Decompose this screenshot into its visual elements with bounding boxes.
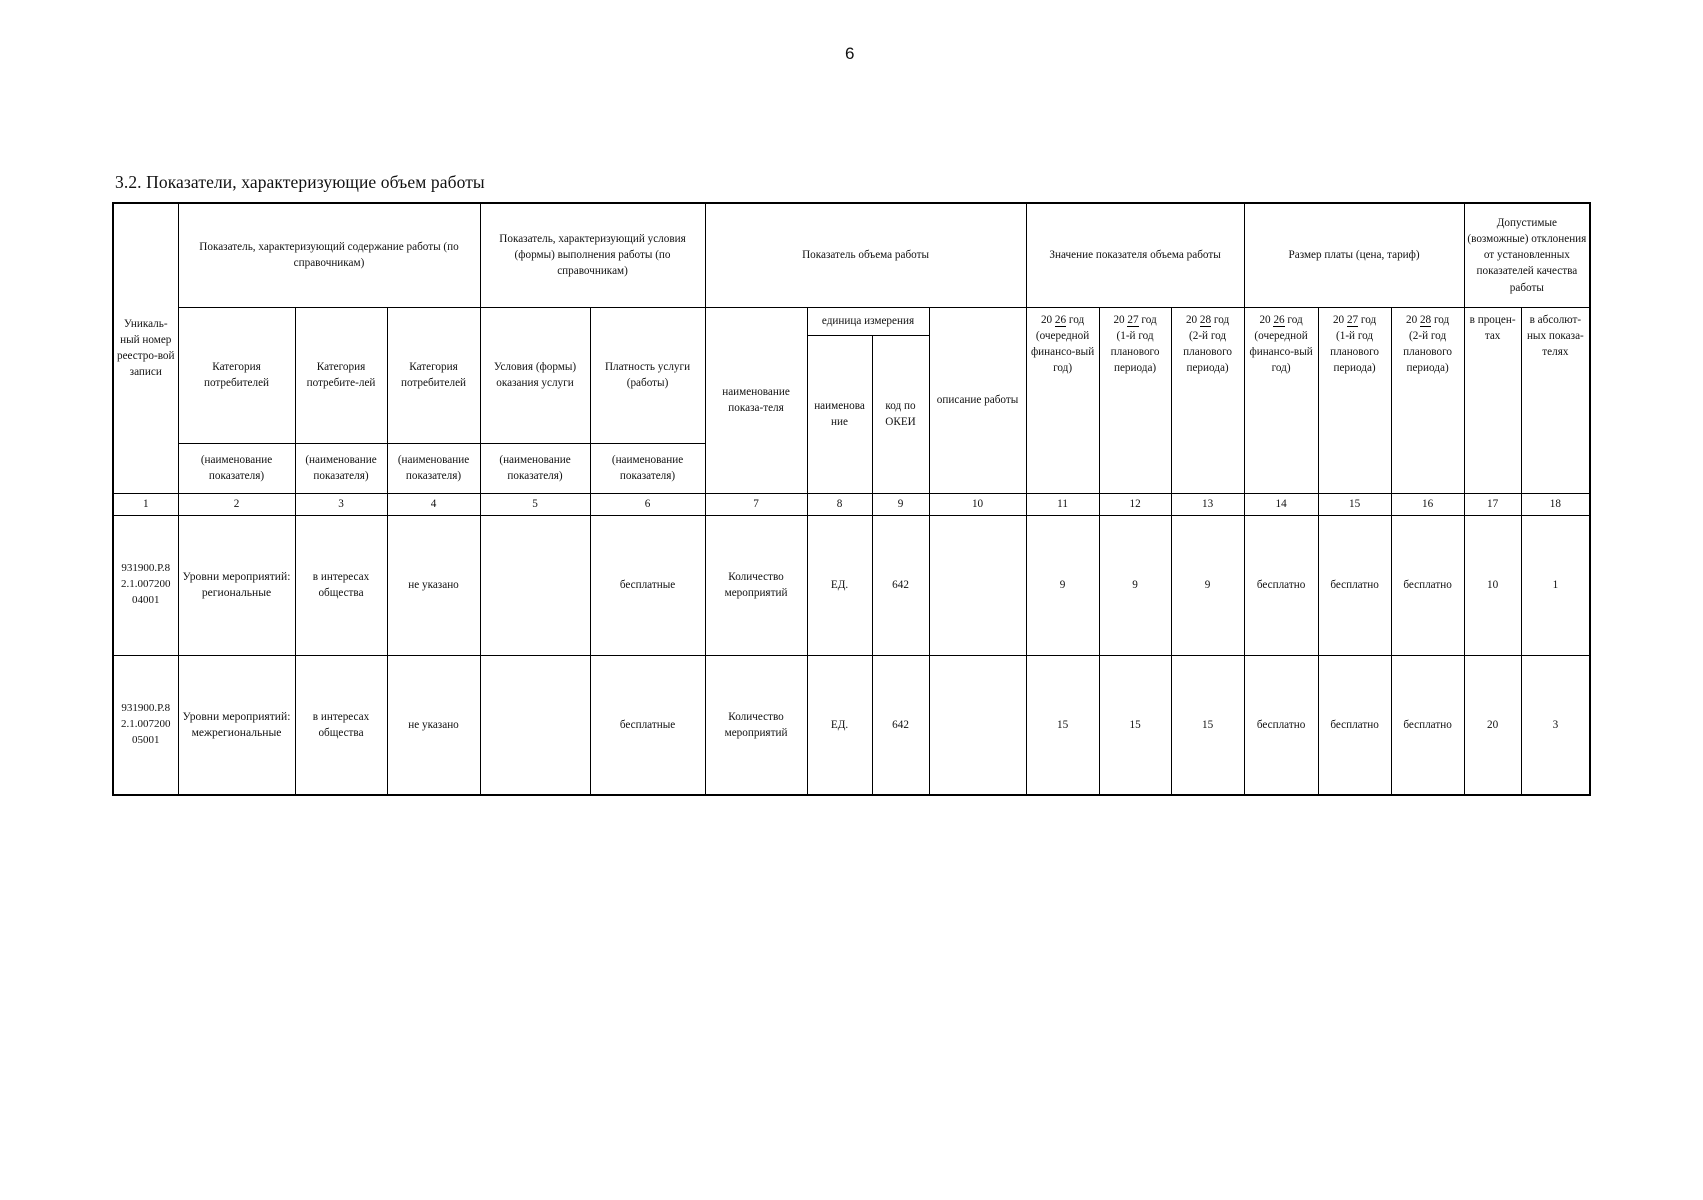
deviation-percent: 10 bbox=[1464, 515, 1521, 655]
column-number: 9 bbox=[872, 493, 929, 515]
column-number: 11 bbox=[1026, 493, 1099, 515]
fee-group-header: Размер платы (цена, тариф) bbox=[1244, 203, 1464, 307]
table-row bbox=[113, 515, 1590, 655]
value-2027: 15 bbox=[1099, 655, 1171, 795]
fee-2026: бесплатно bbox=[1244, 515, 1318, 655]
col13-header: 20 28 год (2-й год планового периода) bbox=[1171, 307, 1244, 493]
col3-sublabel: (наименование показателя) bbox=[295, 443, 387, 493]
payment-cell: бесплатные bbox=[590, 515, 705, 655]
column-number: 8 bbox=[807, 493, 872, 515]
year-2028: 28 bbox=[1199, 313, 1212, 326]
description-cell bbox=[929, 655, 1026, 795]
col8-header: наименова ние bbox=[807, 335, 872, 493]
col6-sublabel: (наименование показателя) bbox=[590, 443, 705, 493]
indicator-name: Количество мероприятий bbox=[705, 515, 807, 655]
year-2027: 27 bbox=[1127, 313, 1139, 326]
col9-header: код по ОКЕИ bbox=[872, 335, 929, 493]
fee-2027: бесплатно bbox=[1318, 515, 1391, 655]
col4-sublabel: (наименование показателя) bbox=[387, 443, 480, 493]
fee-2028: бесплатно bbox=[1391, 655, 1464, 795]
table-row bbox=[113, 655, 1590, 795]
conditions-cell bbox=[480, 515, 590, 655]
column-number: 5 bbox=[480, 493, 590, 515]
interest-category: в интересах общества bbox=[295, 515, 387, 655]
column-number: 1 bbox=[113, 493, 178, 515]
column-number: 12 bbox=[1099, 493, 1171, 515]
fee-2026: бесплатно bbox=[1244, 655, 1318, 795]
col16-header: 20 28 год (2-й год планового периода) bbox=[1391, 307, 1464, 493]
column-number: 16 bbox=[1391, 493, 1464, 515]
not-specified: не указано bbox=[387, 655, 480, 795]
deviation-percent: 20 bbox=[1464, 655, 1521, 795]
registry-code: 931900.Р.8 2.1.007200 05001 bbox=[113, 655, 178, 795]
deviation-absolute: 3 bbox=[1521, 655, 1590, 795]
page-number: 6 bbox=[845, 44, 855, 63]
value-2026: 9 bbox=[1026, 515, 1099, 655]
content-group-header: Показатель, характеризующий содержание работы (по справочникам) bbox=[178, 203, 480, 307]
deviation-group-header: Допустимые (возможные) отклонения от установленных показателей качества работы bbox=[1464, 203, 1590, 307]
interest-category: в интересах общества bbox=[295, 655, 387, 795]
col15-header: 20 27 год (1-й год планового периода) bbox=[1318, 307, 1391, 493]
volume-group-header: Показатель объема работы bbox=[705, 203, 1026, 307]
col5-sublabel: (наименование показателя) bbox=[480, 443, 590, 493]
okei-code: 642 bbox=[872, 655, 929, 795]
col4-header: Категория потребителей bbox=[387, 307, 480, 443]
col17-header: в процен-тах bbox=[1464, 307, 1521, 493]
col14-header: 20 26 год (очередной финансо-вый год) bbox=[1244, 307, 1318, 493]
fee-year-2027: 27 bbox=[1346, 313, 1359, 326]
col18-header: в абсолют-ных показа-телях bbox=[1521, 307, 1590, 493]
conditions-cell bbox=[480, 655, 590, 795]
event-level: Уровни мероприятий: региональные bbox=[178, 515, 295, 655]
value-2026: 15 bbox=[1026, 655, 1099, 795]
deviation-absolute: 1 bbox=[1521, 515, 1590, 655]
okei-code: 642 bbox=[872, 515, 929, 655]
payment-cell: бесплатные bbox=[590, 655, 705, 795]
description-cell bbox=[929, 515, 1026, 655]
unit-name: ЕД. bbox=[807, 515, 872, 655]
fee-year-2028: 28 bbox=[1419, 313, 1432, 326]
column-number-row bbox=[113, 493, 1590, 515]
section-title: 3.2. Показатели, характеризующие объем работы bbox=[115, 172, 485, 192]
col6-header: Платность услуги (работы) bbox=[590, 307, 705, 443]
col3-header: Категория потребите-лей bbox=[295, 307, 387, 443]
col2-header: Категория потребителей bbox=[178, 307, 295, 443]
value-2028: 9 bbox=[1171, 515, 1244, 655]
unit-name: ЕД. bbox=[807, 655, 872, 795]
column-number: 6 bbox=[590, 493, 705, 515]
unique-number-header: Уникаль-ный номер реестро-вой записи bbox=[113, 203, 178, 493]
fee-2028: бесплатно bbox=[1391, 515, 1464, 655]
work-volume-table bbox=[112, 202, 1591, 796]
column-number: 13 bbox=[1171, 493, 1244, 515]
column-number: 10 bbox=[929, 493, 1026, 515]
fee-2027: бесплатно bbox=[1318, 655, 1391, 795]
col12-header: 20 27 год (1-й год планового периода) bbox=[1099, 307, 1171, 493]
event-level: Уровни мероприятий: межрегиональные bbox=[178, 655, 295, 795]
fee-year-2026: 26 bbox=[1273, 313, 1285, 326]
column-number: 14 bbox=[1244, 493, 1318, 515]
column-number: 3 bbox=[295, 493, 387, 515]
column-number: 17 bbox=[1464, 493, 1521, 515]
col7-header: наименование показа-теля bbox=[705, 307, 807, 493]
indicator-name: Количество мероприятий bbox=[705, 655, 807, 795]
col10-header: описание работы bbox=[929, 307, 1026, 493]
column-number: 2 bbox=[178, 493, 295, 515]
value-2028: 15 bbox=[1171, 655, 1244, 795]
column-number: 7 bbox=[705, 493, 807, 515]
year-2026: 26 bbox=[1054, 313, 1067, 326]
column-number: 15 bbox=[1318, 493, 1391, 515]
unit-group-header: единица измерения bbox=[807, 307, 929, 335]
column-number: 18 bbox=[1521, 493, 1590, 515]
col2-sublabel: (наименование показателя) bbox=[178, 443, 295, 493]
not-specified: не указано bbox=[387, 515, 480, 655]
registry-code: 931900.Р.8 2.1.007200 04001 bbox=[113, 515, 178, 655]
conditions-group-header: Показатель, характеризующий условия (формы) выполнения работы (по справочникам) bbox=[480, 203, 705, 307]
value-group-header: Значение показателя объема работы bbox=[1026, 203, 1244, 307]
col11-header: 20 26 год (очередной финансо-вый год) bbox=[1026, 307, 1099, 493]
value-2027: 9 bbox=[1099, 515, 1171, 655]
col5-header: Условия (формы) оказания услуги bbox=[480, 307, 590, 443]
column-number: 4 bbox=[387, 493, 480, 515]
